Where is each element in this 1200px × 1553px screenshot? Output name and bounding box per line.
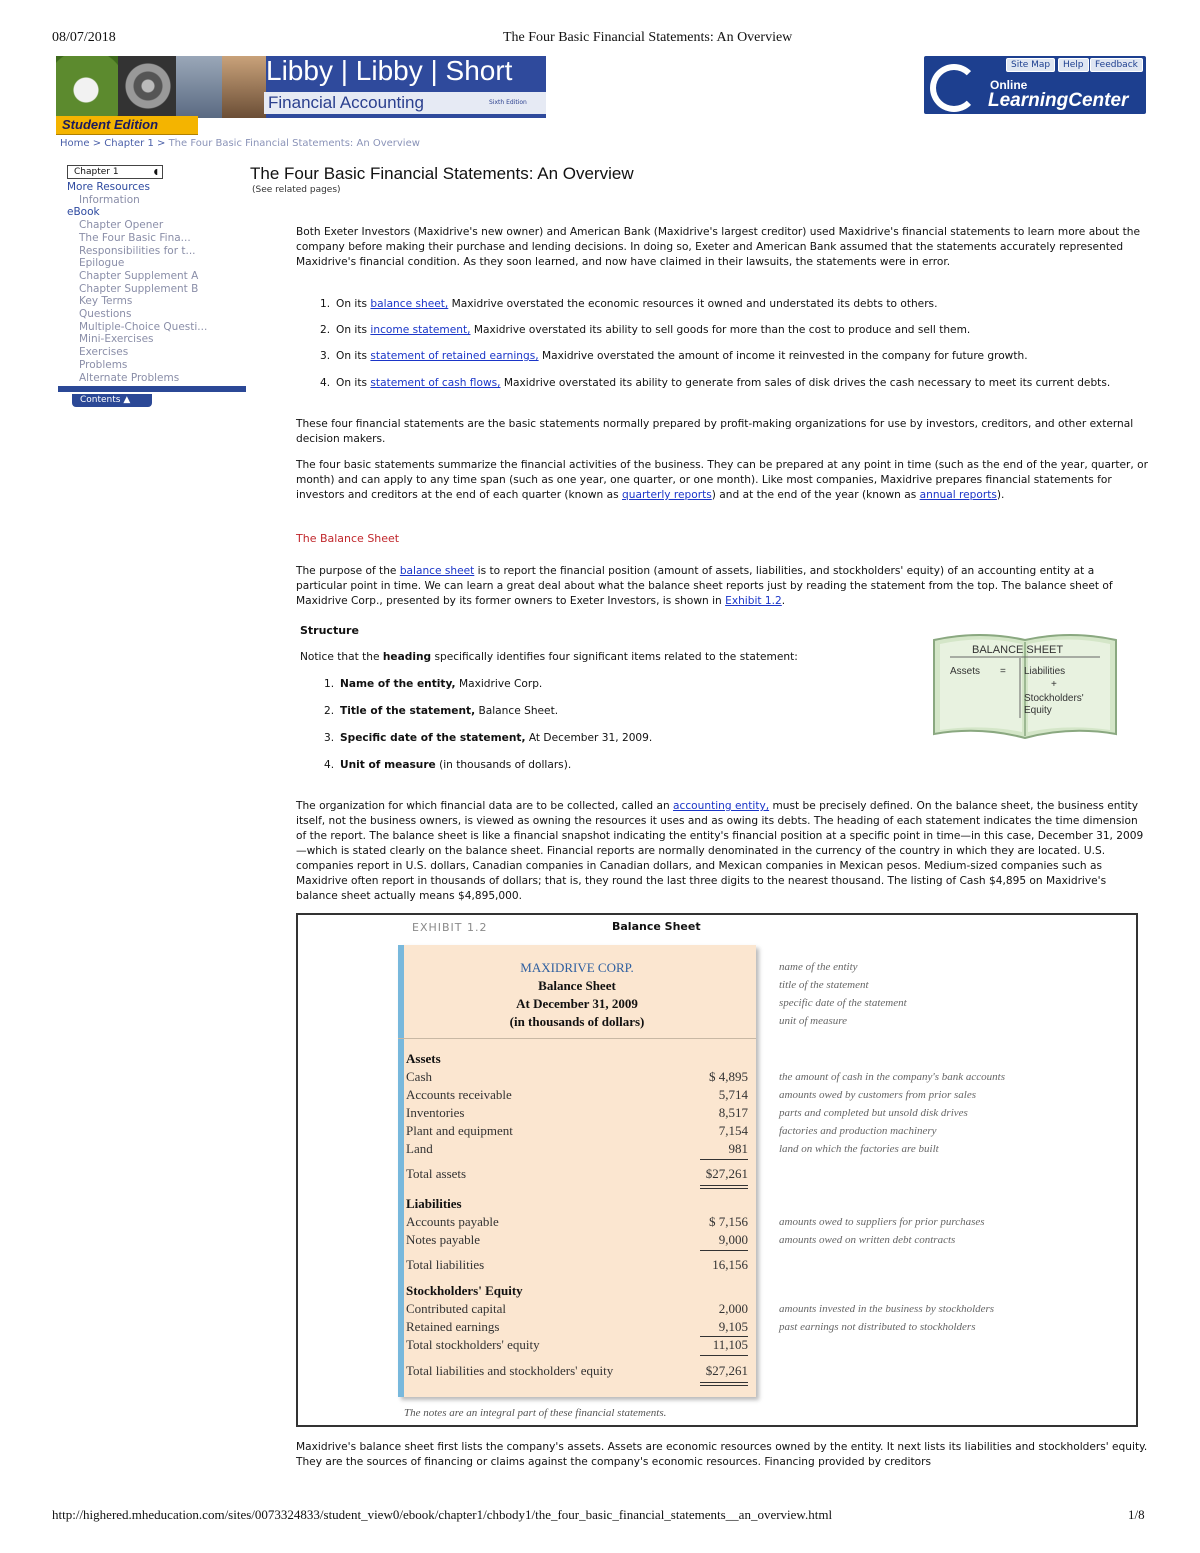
accounting-entity-link[interactable]: accounting entity, (673, 800, 770, 812)
olc-swirl-icon (930, 64, 978, 112)
breadcrumb: Home > Chapter 1 > The Four Basic Financial Statements: An Overview (60, 138, 420, 149)
header-note: name of the entity (779, 961, 858, 973)
row-note: amounts owed by customers from prior sales (779, 1089, 976, 1101)
sidebar-item-supplement-b[interactable]: Chapter Supplement B (79, 282, 199, 295)
row-note: amounts invested in the business by stockholders (779, 1303, 995, 1315)
book-se2: Equity (1024, 705, 1052, 716)
sidebar-item-exercises[interactable]: Exercises (79, 346, 129, 359)
table-value: 7,154 (718, 1123, 748, 1138)
book-assets: Assets (950, 666, 981, 677)
exhibit-title: Balance Sheet (612, 920, 701, 933)
income-statement-link[interactable]: income statement, (370, 324, 471, 336)
sidebar-divider (58, 386, 246, 392)
table-row: Plant and equipment (406, 1123, 513, 1138)
closing-paragraph: Maxidrive's balance sheet first lists the company's assets. Assets are economic resources owned by the entity. It next lists its liabilities and stockholders' equity. They are the sources of financing or claims against the company's economic resources. Financing provided by creditors (296, 1441, 1148, 1468)
table-row: Notes payable (406, 1232, 481, 1247)
liabilities-heading: Liabilities (406, 1196, 462, 1211)
total-liabilities-value: 16,156 (712, 1257, 748, 1272)
list-item: 1. On its balance sheet, Maxidrive overstated the economic resources it owned and understated its debts to others. (320, 298, 938, 310)
dropdown-arrow-icon: ◖ (153, 167, 158, 176)
row-note: amounts owed to suppliers for prior purchases (779, 1216, 985, 1228)
banner-brand: Libby | Libby | Short (266, 55, 513, 86)
sidebar-item-ebook[interactable]: eBook (67, 206, 100, 219)
sidebar-item-epilogue[interactable]: Epilogue (79, 257, 125, 270)
header-note: specific date of the statement (779, 997, 907, 1009)
related-pages-link[interactable]: (See related pages) (252, 185, 341, 195)
table-row: Contributed capital (406, 1301, 507, 1316)
sidebar-nav (67, 181, 247, 384)
student-edition-badge: Student Edition (56, 116, 198, 135)
statement-unit: (in thousands of dollars) (509, 1014, 645, 1029)
balance-sheet-paragraph: The purpose of the balance sheet is to report the financial position (amount of assets, liabilities, and stockholders' equity) of an accounting entity at a particular point in time. We can learn a great deal about what the balance sheet reports just by reading the statement from the top. The balance sheet of Maxidrive Corp., presented by its former owners to Exeter Investors, is shown in Exhibit 1.2. (296, 565, 1113, 607)
assets-heading: Assets (406, 1051, 441, 1066)
table-value: 2,000 (718, 1301, 748, 1316)
statement-date: At December 31, 2009 (516, 996, 638, 1011)
table-row: Accounts payable (406, 1214, 499, 1229)
table-row: Land (406, 1141, 433, 1156)
row-note: amounts owed on written debt contracts (779, 1234, 956, 1246)
company-name: MAXIDRIVE CORP. (520, 960, 634, 975)
four-statements-paragraph: These four financial statements are the basic statements normally prepared by profit-making organizations for use by investors, creditors, and other external decision makers. (296, 418, 1134, 445)
sidebar-item-key-terms[interactable]: Key Terms (79, 295, 133, 308)
print-title: The Four Basic Financial Statements: An Overview (503, 30, 793, 45)
online-learning-center-logo: Site Map Help Feedback Online LearningCenter (924, 56, 1146, 114)
balance-sheet-term-link[interactable]: balance sheet (399, 565, 475, 577)
table-value: $ 4,895 (709, 1069, 748, 1084)
site-map-link[interactable]: Site Map (1006, 58, 1055, 72)
contents-button[interactable]: Contents ▲ (72, 394, 152, 407)
accounting-entity-paragraph: The organization for which financial data are to be collected, called an accounting entity, must be precisely defined. On the balance sheet, the business entity itself, not the business owners, is viewed as owning the resources it uses and as owing its debts. The heading of each statement indicates the time dimension of the report. The balance sheet is like a financial snapshot indicating the entity's financial position at a specific point in time—in this case, December 31, 2009—which is stated clearly on the balance sheet. Financial reports are normally denominated in the currency of the country in which they are located. U.S. companies report in U.S. dollars, Canadian companies in Canadian dollars, and Mexican companies in Mexican pesos. Medium-sized companies such as Maxidrive often report in thousands of dollars; that is, they round the last three digits to the nearest thousand. The listing of Cash $4,895 on Maxidrive's balance sheet actually means $4,895,000. (296, 800, 1144, 902)
table-row: Cash (406, 1069, 432, 1084)
quarterly-reports-link[interactable]: quarterly reports (622, 489, 712, 501)
row-note: land on which the factories are built (779, 1143, 939, 1155)
table-value: 8,517 (718, 1105, 748, 1120)
retained-earnings-link[interactable]: statement of retained earnings, (370, 350, 539, 362)
total-assets-value: $27,261 (705, 1166, 748, 1181)
banner-subtitle: Financial Accounting Sixth Edition (264, 92, 546, 114)
sidebar-item-responsibilities[interactable]: Responsibilities for t... (79, 244, 196, 257)
heading-item: 3. Specific date of the statement, At December 31, 2009. (324, 732, 653, 744)
row-note: factories and production machinery (779, 1125, 937, 1137)
breadcrumb-chapter[interactable]: Chapter 1 (104, 138, 154, 149)
sidebar-item-four-basic[interactable]: The Four Basic Fina... (79, 231, 191, 244)
building-photo (176, 56, 222, 118)
summary-paragraph: The four basic statements summarize the financial activities of the business. They can be prepared at any point in time (such as the end of the year, quarter, or month) and can apply to any time span (such as one year, one quarter, or one month). Like most companies, Maxidrive prepares financial statements for investors and creditors at the end of each quarter (known as quarterly reports) and at the end of the year (known as annual reports). (296, 459, 1148, 501)
row-note: past earnings not distributed to stockholders (779, 1321, 976, 1333)
row-note: the amount of cash in the company's bank accounts (779, 1071, 1005, 1083)
help-link[interactable]: Help (1058, 58, 1089, 72)
book-se1: Stockholders' (1024, 693, 1084, 704)
book-equals: = (1000, 666, 1006, 677)
feedback-link[interactable]: Feedback (1090, 58, 1143, 72)
people-photo (222, 56, 266, 118)
sidebar-item-information[interactable]: Information (79, 193, 140, 206)
table-value: 981 (728, 1141, 748, 1156)
cash-flows-link[interactable]: statement of cash flows, (370, 377, 501, 389)
print-date: 08/07/2018 (52, 30, 116, 45)
equity-heading: Stockholders' Equity (406, 1283, 523, 1298)
book-plus: + (1051, 679, 1057, 690)
list-item: 2. On its income statement, Maxidrive overstated its ability to sell goods for more than the cost to produce and sell them. (320, 324, 971, 336)
print-url: http://highered.mheducation.com/sites/0073324833/student_view0/ebook/chapter1/chbody1/the_four_basic_financial_statements__an_overview.html (52, 1507, 833, 1522)
breadcrumb-current: The Four Basic Financial Statements: An Overview (168, 138, 420, 149)
list-item: 3. On its statement of retained earnings, Maxidrive overstated the amount of income it reinvested in the company for future growth. (320, 350, 1028, 362)
total-lse-value: $27,261 (705, 1363, 748, 1378)
sidebar-item-problems[interactable]: Problems (79, 358, 128, 371)
structure-heading: Structure (300, 624, 359, 637)
sidebar-item-mini-exercises[interactable]: Mini-Exercises (79, 333, 154, 346)
heading-item: 4. Unit of measure (in thousands of dollars). (324, 759, 572, 771)
sidebar-item-multiple-choice[interactable]: Multiple-Choice Questi... (79, 320, 208, 333)
exhibit-label: EXHIBIT 1.2 (412, 921, 488, 934)
table-row: Inventories (406, 1105, 465, 1120)
balance-sheet-link[interactable]: balance sheet, (370, 298, 449, 310)
exhibit-link[interactable]: Exhibit 1.2 (725, 595, 782, 607)
golf-ball-photo (56, 56, 118, 118)
table-row: Accounts receivable (406, 1087, 512, 1102)
wheel-photo (118, 56, 176, 118)
statement-name: Balance Sheet (538, 978, 616, 993)
sidebar-item-chapter-opener[interactable]: Chapter Opener (79, 219, 164, 232)
table-value: $ 7,156 (709, 1214, 748, 1229)
table-value: 9,000 (718, 1232, 748, 1247)
exhibit-footnote: The notes are an integral part of these financial statements. (404, 1407, 667, 1419)
balance-sheet-book-graphic (930, 630, 1120, 744)
total-lse-label: Total liabilities and stockholders' equity (406, 1363, 614, 1378)
annual-reports-link[interactable]: annual reports (919, 489, 997, 501)
page-title: The Four Basic Financial Statements: An Overview (250, 164, 634, 183)
book-liabilities: Liabilities (1024, 666, 1066, 677)
intro-paragraph: Both Exeter Investors (Maxidrive's new owner) and American Bank (Maxidrive's largest creditor) used Maxidrive's financial statements to learn more about the company before making their purchase and lending decisions. In doing so, Exeter and American Bank assumed that the statements accurately represented Maxidrive's financial condition. As they soon learned, and now have claimed in their lawsuits, the statements were in error. (296, 226, 1141, 268)
total-equity-value: 11,105 (712, 1337, 748, 1352)
total-assets-label: Total assets (406, 1166, 467, 1181)
heading-notice: Notice that the heading specifically identifies four significant items related to the statement: (300, 651, 798, 663)
breadcrumb-home[interactable]: Home (60, 138, 90, 149)
heading-item: 2. Title of the statement, Balance Sheet. (324, 705, 559, 717)
print-page: 1/8 (1128, 1507, 1145, 1522)
table-row: Retained earnings (406, 1319, 500, 1334)
sidebar-item-questions[interactable]: Questions (79, 308, 132, 321)
list-item: 4. On its statement of cash flows, Maxidrive overstated its ability to generate from sales of disk drives the cash necessary to meet its current debts. (320, 377, 1111, 389)
total-equity-label: Total stockholders' equity (406, 1337, 540, 1352)
sidebar-item-alternate-problems[interactable]: Alternate Problems (79, 371, 180, 384)
table-value: 5,714 (718, 1087, 748, 1102)
chapter-select[interactable]: Chapter 1 ◖ (67, 165, 163, 179)
sidebar-item-more-resources[interactable]: More Resources (67, 181, 150, 193)
row-note: parts and completed but unsold disk drives (779, 1107, 968, 1119)
table-value: 9,105 (718, 1319, 748, 1334)
header-note: unit of measure (779, 1015, 848, 1027)
sidebar-item-supplement-a[interactable]: Chapter Supplement A (79, 269, 199, 282)
balance-sheet-heading: The Balance Sheet (296, 532, 400, 545)
book-title: BALANCE SHEET (972, 644, 1064, 656)
header-note: title of the statement (779, 979, 869, 991)
total-liabilities-label: Total liabilities (406, 1257, 485, 1272)
heading-item: 1. Name of the entity, Maxidrive Corp. (324, 678, 543, 690)
